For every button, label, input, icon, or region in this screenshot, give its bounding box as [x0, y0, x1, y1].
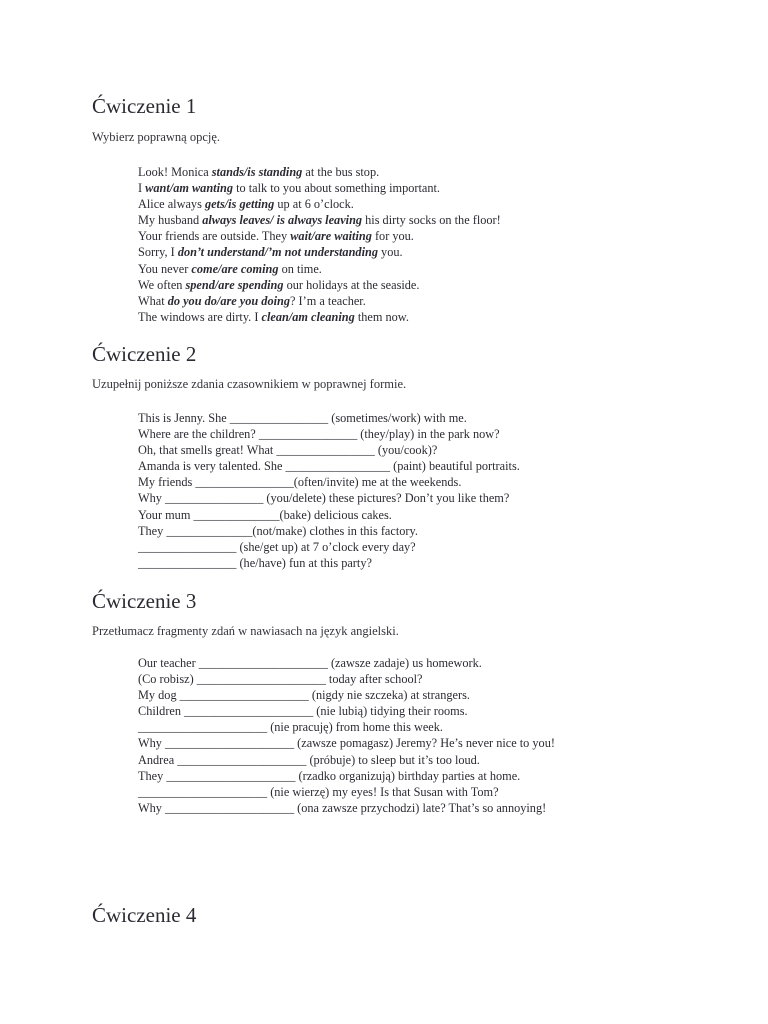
sentence-fragment: Why _____________________ (ona zawsze przychodzi) late? That’s so annoying!	[138, 800, 547, 815]
sentence-fragment: _____________________ (nie pracuję) from home this week.	[138, 720, 443, 735]
sentence-fragment: Amanda is very talented. She _________________ (paint) beautiful portraits.	[138, 459, 520, 474]
answer-options: wait/are waiting	[290, 229, 372, 244]
answer-options: gets/is getting	[204, 197, 275, 212]
item-text	[138, 261, 322, 277]
item-text	[138, 784, 499, 800]
sentence-fragment: up at 6 o’clock.	[274, 197, 354, 212]
item-text	[138, 768, 520, 784]
sentence-fragment: (Co robisz) _____________________ today after school?	[138, 672, 423, 687]
sentence-fragment: Your mum ______________(bake) delicious cakes.	[138, 507, 392, 522]
item-text	[138, 555, 372, 571]
sentence-fragment: Children _____________________ (nie lubią) tidying their rooms.	[138, 704, 468, 719]
sentence-fragment: Why ________________ (you/delete) these pictures? Don’t you like them?	[138, 491, 510, 506]
item-text	[138, 687, 470, 703]
item-text	[138, 655, 482, 671]
item-text	[138, 212, 501, 228]
sentence-fragment: I	[138, 181, 146, 196]
exercise-instruction: Wybierz poprawną opcję.	[92, 130, 221, 144]
sentence-fragment: This is Jenny. She ________________ (sometimes/work) with me.	[138, 411, 467, 425]
item-text	[138, 800, 546, 816]
item-text	[138, 671, 423, 687]
item-text	[138, 474, 461, 490]
sentence-fragment: at the bus stop.	[302, 165, 380, 179]
sentence-fragment: ________________ (she/get up) at 7 o’clock every day?	[138, 539, 416, 554]
sentence-fragment: We often	[138, 277, 186, 292]
exercise-title: Ćwiczenie 1	[92, 94, 197, 118]
sentence-fragment: My friends ________________(often/invite) me at the weekends.	[138, 475, 462, 490]
sentence-fragment: Look! Monica	[138, 165, 212, 179]
sentence-fragment: our holidays at the seaside.	[283, 277, 420, 292]
sentence-fragment: Oh, that smells great! What ________________ (you/cook)?	[138, 443, 438, 458]
sentence-fragment: They ______________(not/make) clothes in this factory.	[138, 523, 418, 538]
sentence-fragment: Your friends are outside. They	[138, 229, 291, 244]
item-text	[138, 507, 392, 523]
sentence-fragment: My husband	[138, 213, 203, 228]
item-text	[138, 196, 354, 212]
sentence-fragment: The windows are dirty. I	[138, 309, 262, 324]
sentence-fragment: ? I’m a teacher.	[290, 293, 366, 308]
sentence-fragment: What	[138, 293, 168, 308]
sentence-fragment: They _____________________ (rzadko organizują) birthday parties at home.	[138, 768, 521, 783]
sentence-fragment: you.	[377, 245, 403, 260]
answer-options: spend/are spending	[185, 277, 284, 292]
exercise-title: Ćwiczenie 3	[92, 589, 197, 613]
sentence-fragment: Why _____________________ (zawsze pomagasz) Jeremy? He’s never nice to you!	[138, 736, 555, 751]
item-text	[138, 490, 509, 506]
item-text	[138, 752, 480, 768]
answer-options: do you do/are you doing	[167, 293, 291, 308]
item-text	[138, 277, 419, 293]
answer-options: don’t understand/’m not understanding	[177, 245, 378, 260]
sentence-fragment: Our teacher _____________________ (zawsze zadaje) us homework.	[138, 656, 482, 670]
sentence-fragment: Sorry, I	[138, 245, 178, 260]
sentence-fragment: on time.	[278, 261, 322, 276]
sentence-fragment: his dirty socks on the floor!	[362, 213, 501, 228]
answer-options: want/am wanting	[145, 181, 233, 196]
answer-options: always leaves/ is always leaving	[202, 213, 363, 228]
item-text	[138, 719, 443, 735]
exercise-title: Ćwiczenie 2	[92, 342, 197, 366]
item-text	[138, 309, 409, 325]
sentence-fragment: Alice always	[138, 197, 205, 212]
item-text	[138, 539, 416, 555]
sentence-fragment: to talk to you about something important.	[233, 181, 440, 196]
item-text	[138, 735, 555, 751]
sentence-fragment: Where are the children? ________________ (they/play) in the park now?	[138, 427, 500, 442]
sentence-fragment: for you.	[371, 229, 414, 244]
item-text	[138, 426, 500, 442]
item-text	[138, 442, 437, 458]
sentence-fragment: You never	[138, 261, 192, 276]
item-text	[138, 523, 418, 539]
item-text	[138, 703, 468, 719]
item-text	[138, 293, 366, 309]
item-text	[138, 458, 520, 474]
answer-options: come/are coming	[191, 261, 279, 276]
answer-options: stands/is standing	[211, 165, 303, 179]
item-text	[138, 228, 414, 244]
answer-options: clean/am cleaning	[261, 309, 355, 324]
sentence-fragment: Andrea _____________________ (próbuje) to sleep but it’s too loud.	[138, 752, 480, 767]
sentence-fragment: _____________________ (nie wierzę) my eyes! Is that Susan with Tom?	[138, 784, 499, 799]
exercise-instruction: Uzupełnij poniższe zdania czasownikiem w poprawnej formie.	[92, 377, 407, 391]
sentence-fragment: My dog _____________________ (nigdy nie szczeka) at strangers.	[138, 688, 470, 703]
item-text	[138, 180, 440, 196]
item-text	[138, 244, 403, 260]
sentence-fragment: ________________ (he/have) fun at this party?	[138, 555, 372, 570]
item-text	[138, 410, 467, 426]
exercise-title: Ćwiczenie 4	[92, 903, 197, 927]
exercise-instruction: Przetłumacz fragmenty zdań w nawiasach na język angielski.	[92, 624, 399, 638]
item-text	[138, 164, 379, 180]
sentence-fragment: them now.	[354, 309, 409, 324]
